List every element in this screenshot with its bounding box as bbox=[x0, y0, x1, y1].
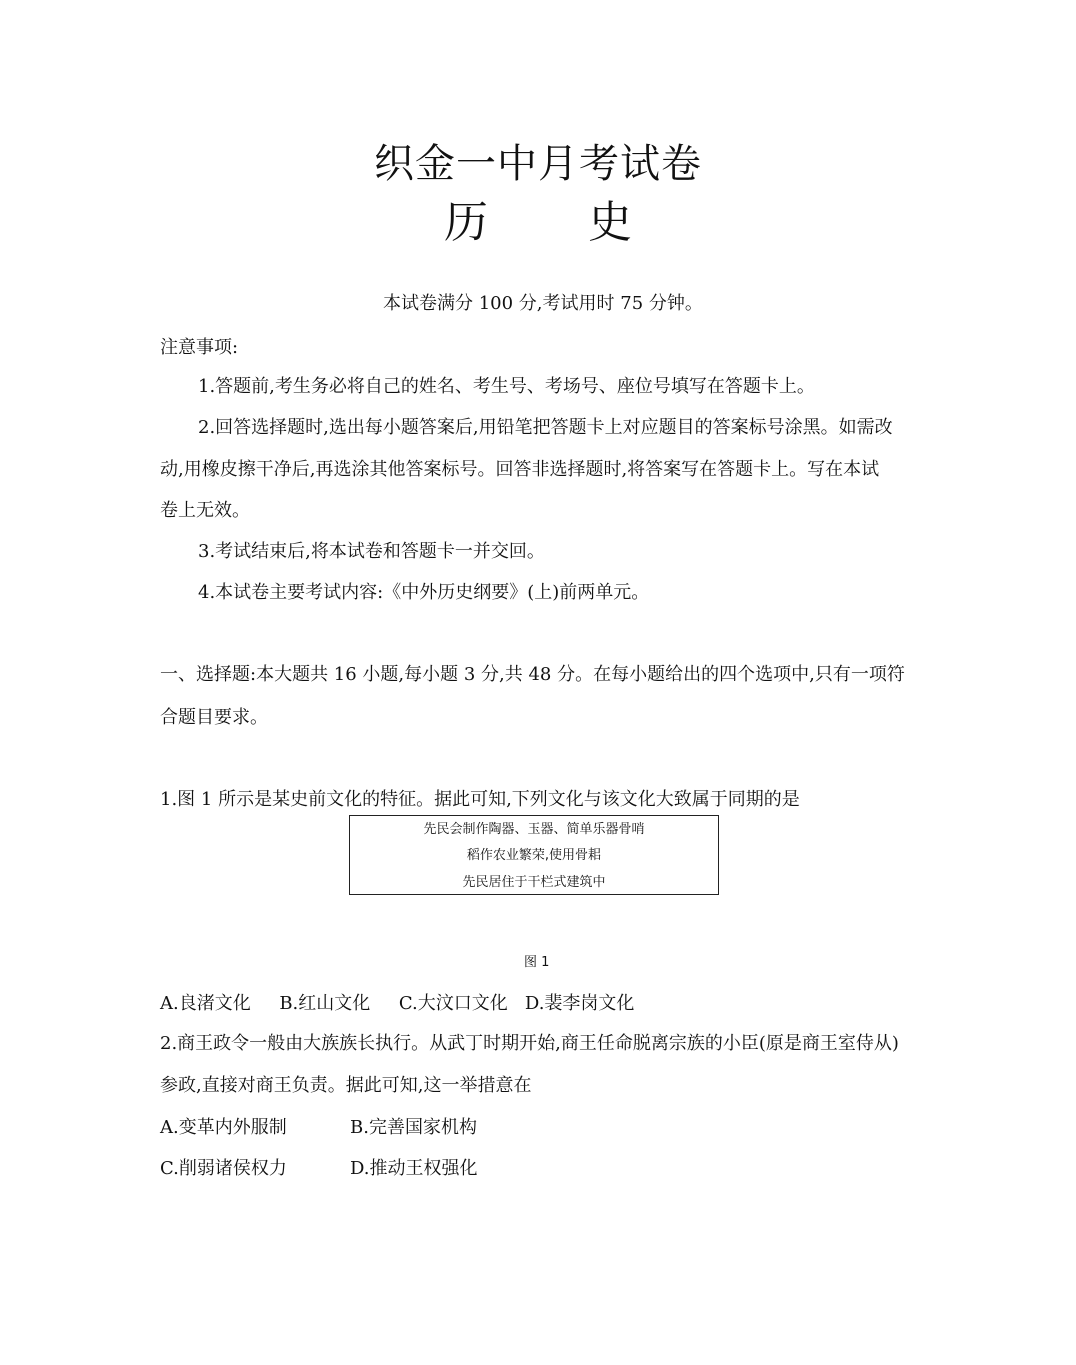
subject-char-1: 历 bbox=[444, 197, 488, 248]
notes-heading: 注意事项: bbox=[160, 337, 239, 358]
note-item-3: 3.考试结束后,将本试卷和答题卡一并交回。 bbox=[198, 541, 545, 562]
question-2-option-b: B.完善国家机构 bbox=[350, 1117, 477, 1138]
figure-1-box bbox=[349, 815, 719, 895]
section-1-line-2: 合题目要求。 bbox=[160, 707, 268, 728]
subject-heading bbox=[0, 186, 1076, 250]
note-item-2-line-1: 2.回答选择题时,选出每小题答案后,用铅笔把答题卡上对应题目的答案标号涂黑。如需改 bbox=[198, 417, 893, 438]
subject-char-2: 史 bbox=[588, 197, 632, 248]
exam-title: 织金一中月考试卷 bbox=[374, 141, 702, 187]
figure-1-line-3: 先民居住于干栏式建筑中 bbox=[462, 875, 606, 890]
note-item-4: 4.本试卷主要考试内容:《中外历史纲要》(上)前两单元。 bbox=[198, 582, 650, 603]
question-2-option-c: C.削弱诸侯权力 bbox=[160, 1158, 287, 1179]
question-2-option-d: D.推动王权强化 bbox=[350, 1158, 478, 1179]
question-2-option-a: A.变革内外服制 bbox=[160, 1117, 287, 1138]
question-2-stem-line-1: 2.商王政令一般由大族族长执行。从武丁时期开始,商王任命脱离宗族的小臣(原是商王室侍从) bbox=[160, 1033, 899, 1054]
note-item-2-line-2: 动,用橡皮擦干净后,再选涂其他答案标号。回答非选择题时,将答案写在答题卡上。写在本试 bbox=[160, 459, 880, 480]
note-item-1: 1.答题前,考生务必将自己的姓名、考生号、考场号、座位号填写在答题卡上。 bbox=[198, 376, 815, 397]
question-1-stem: 1.图 1 所示是某史前文化的特征。据此可知,下列文化与该文化大致属于同期的是 bbox=[160, 789, 800, 810]
exam-info-line: 本试卷满分 100 分,考试用时 75 分钟。 bbox=[383, 293, 703, 314]
section-1-line-1: 一、选择题:本大题共 16 小题,每小题 3 分,共 48 分。在每小题给出的四个选项中,只有一项符 bbox=[160, 664, 905, 685]
question-1-options: A.良渚文化 B.红山文化 C.大汶口文化 D.裴李岗文化 bbox=[160, 993, 635, 1014]
figure-1-caption: 图 1 bbox=[524, 955, 550, 970]
figure-1-line-1: 先民会制作陶器、玉器、简单乐器骨哨 bbox=[423, 822, 645, 837]
note-item-2-line-3: 卷上无效。 bbox=[160, 500, 250, 521]
question-2-stem-line-2: 参政,直接对商王负责。据此可知,这一举措意在 bbox=[160, 1075, 532, 1096]
figure-1-line-2: 稻作农业繁荣,使用骨耜 bbox=[466, 848, 602, 863]
